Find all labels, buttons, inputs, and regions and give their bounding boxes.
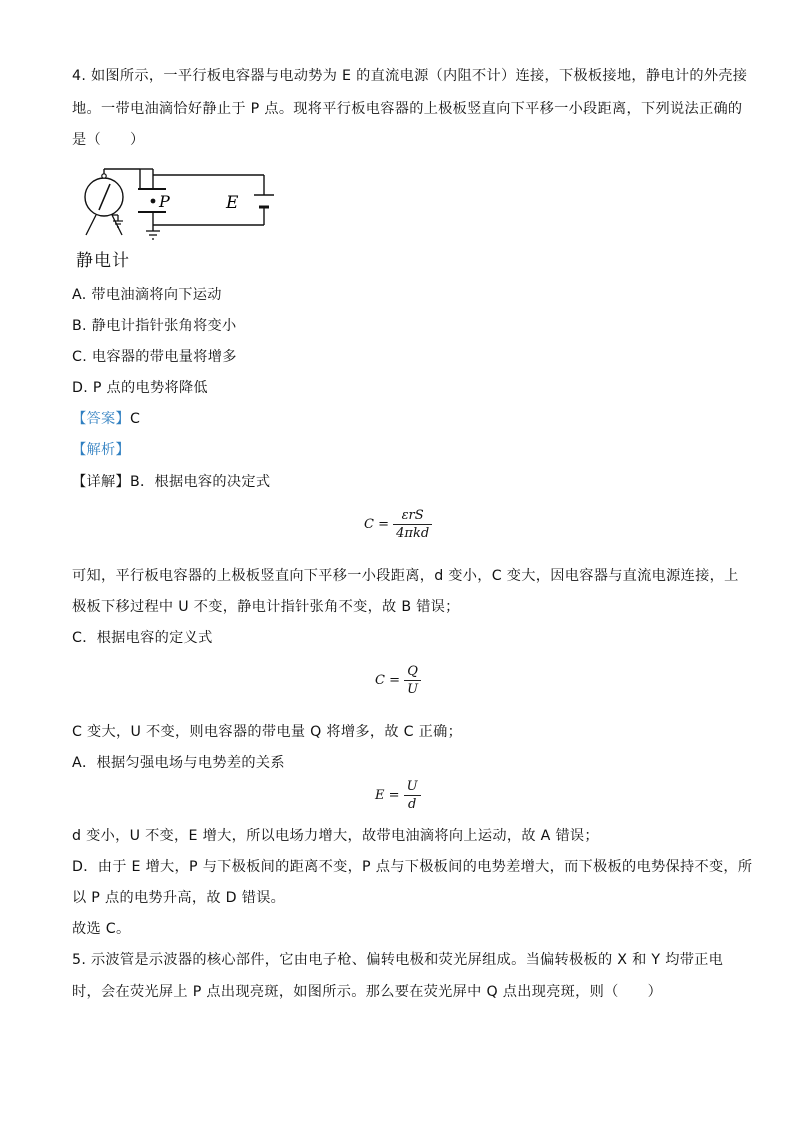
formula-field-strength: E = $\frac{U}{d}$ (375, 779, 421, 812)
conclusion: 故选 C。 (72, 921, 131, 937)
para4-line1: D．由于 E 增大，P 与下极板间的距离不变，P 点与下极板间的电势差增大，而下极板的电势保持不变，所 (72, 859, 753, 875)
q5-stem-line2: 时，会在荧光屏上 P 点出现亮斑，如图所示。那么要在荧光屏中 Q 点出现亮斑，则（ ） (72, 984, 663, 1000)
analysis-row (72, 440, 130, 460)
para1-line2: 极板下移过程中 U 不变，静电计指针张角不变，故 B 错误； (72, 599, 460, 615)
option-d: D. P 点的电势将降低 (72, 380, 208, 396)
option-b: B. 静电计指针张角将变小 (72, 318, 237, 334)
electroscope-label: 静电计 (76, 251, 130, 271)
q4-stem-line1: 4. 如图所示，一平行板电容器与电动势为 E 的直流电源（内阻不计）连接，下极板接地，静电计的外壳接 (72, 68, 748, 84)
label-E: E (226, 193, 239, 213)
detail-c-intro: C．根据电容的定义式 (72, 630, 213, 646)
oil-drop (151, 199, 156, 204)
para2: C 变大，U 不变，则电容器的带电量 Q 将增多，故 C 正确； (72, 724, 463, 740)
answer-tag: 【答案】 (72, 411, 130, 427)
formula-capacitance-definition: C = $\frac{Q}{U}$ (375, 664, 421, 697)
detail-tag: 【详解】 (72, 474, 130, 490)
answer-value: C (129, 411, 141, 427)
circuit-diagram (78, 165, 278, 247)
option-c: C. 电容器的带电量将增多 (72, 349, 237, 365)
detail-a-intro: A．根据匀强电场与电势差的关系 (72, 755, 285, 771)
detail-row (72, 472, 270, 492)
label-P: P (159, 192, 170, 211)
q4-stem-line2: 地。一带电油滴恰好静止于 P 点。现将平行板电容器的上极板竖直向下平移一小段距离，下列说法正确的 (72, 101, 743, 117)
electroscope-needle (99, 184, 110, 210)
answer-row (72, 409, 140, 429)
para3: d 变小，U 不变，E 增大，所以电场力增大，故带电油滴将向上运动，故 A 错误； (72, 828, 599, 844)
q5-stem-line1: 5. 示波管是示波器的核心部件，它由电子枪、偏转电极和荧光屏组成。当偏转极板的 X 和 Y 均带正电 (72, 952, 724, 968)
detail-b-intro: B．根据电容的决定式 (129, 474, 271, 490)
formula-capacitance-determinant: C = $\frac{\text{εrS}}{\text{4πkd}}$ (364, 508, 432, 541)
analysis-tag: 【解析】 (72, 442, 130, 458)
option-a: A. 带电油滴将向下运动 (72, 287, 222, 303)
q4-stem-line3: 是（ ） (72, 132, 145, 148)
para1-line1: 可知，平行板电容器的上极板竖直向下平移一小段距离，d 变小，C 变大，因电容器与直流电源连接，上 (72, 568, 739, 584)
para4-line2: 以 P 点的电势升高，故 D 错误。 (72, 890, 286, 906)
